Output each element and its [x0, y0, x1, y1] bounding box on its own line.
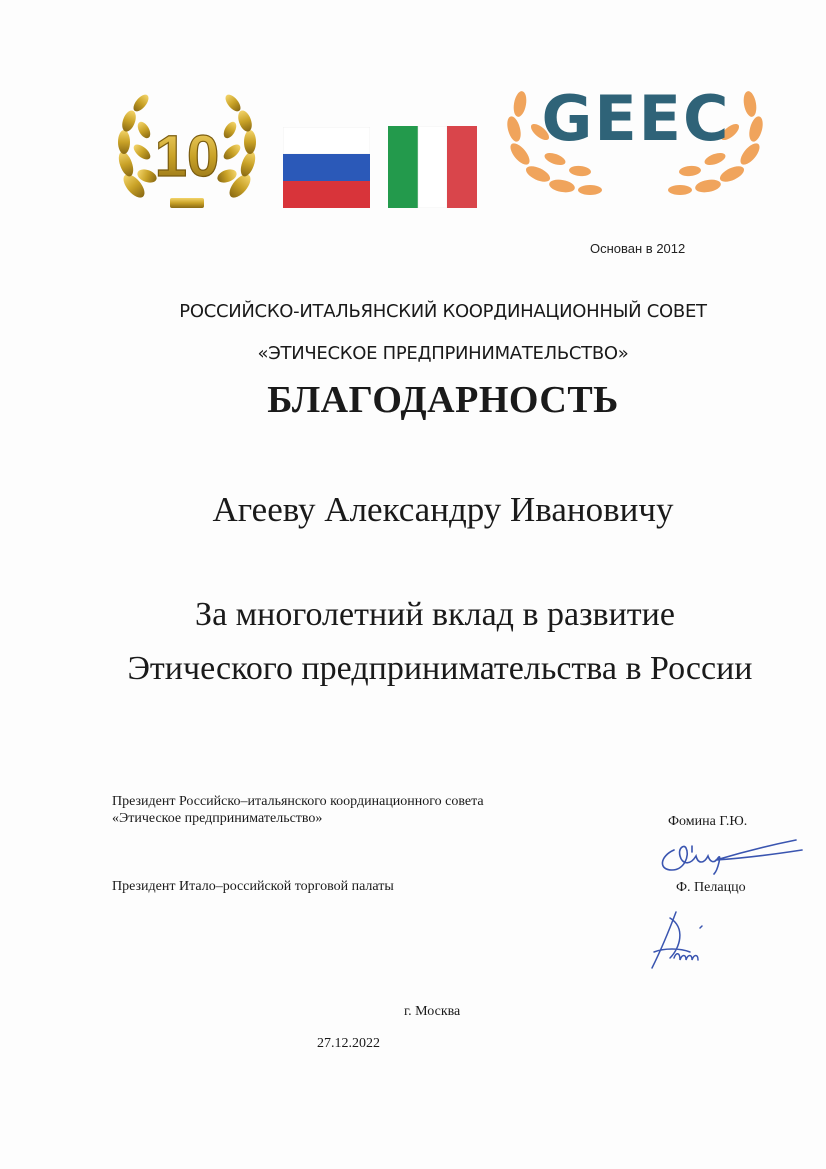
reason-line-1: За многолетний вклад в развитие	[195, 596, 675, 633]
signatory-1-name: Фомина Г.Ю.	[668, 814, 748, 829]
signatory-2-name: Ф. Пелаццо	[676, 880, 746, 895]
svg-text:10: 10	[154, 124, 220, 189]
anniversary-10-logo	[112, 86, 262, 218]
russia-flag	[283, 127, 370, 208]
signature-2	[640, 908, 730, 974]
signatory-2-role: Президент Итало–российской торговой палаты	[112, 879, 394, 894]
issue-date: 27.12.2022	[317, 1036, 380, 1051]
signature-1	[656, 830, 806, 880]
signatory-1-role: Президент Российско–итальянского координационного совета	[112, 794, 484, 809]
signatory-1-role-org: «Этическое предпринимательство»	[112, 811, 323, 826]
organization-name: РОССИЙСКО-ИТАЛЬЯНСКИЙ КООРДИНАЦИОННЫЙ СОВЕТ	[179, 301, 707, 322]
recipient-name: Агееву Александру Ивановичу	[212, 490, 674, 529]
geec-logo	[500, 74, 770, 204]
organization-subtitle: «ЭТИЧЕСКОЕ ПРЕДПРИНИМАТЕЛЬСТВО»	[257, 343, 629, 364]
svg-text:GEEC: GEEC	[541, 82, 731, 155]
italy-flag	[388, 126, 477, 208]
issue-place: г. Москва	[404, 1004, 461, 1019]
document-title: БЛАГОДАРНОСТЬ	[267, 379, 619, 421]
founded-note: Основан в 2012	[590, 241, 686, 256]
reason-line-2: Этического предпринимательства в России	[127, 650, 753, 687]
